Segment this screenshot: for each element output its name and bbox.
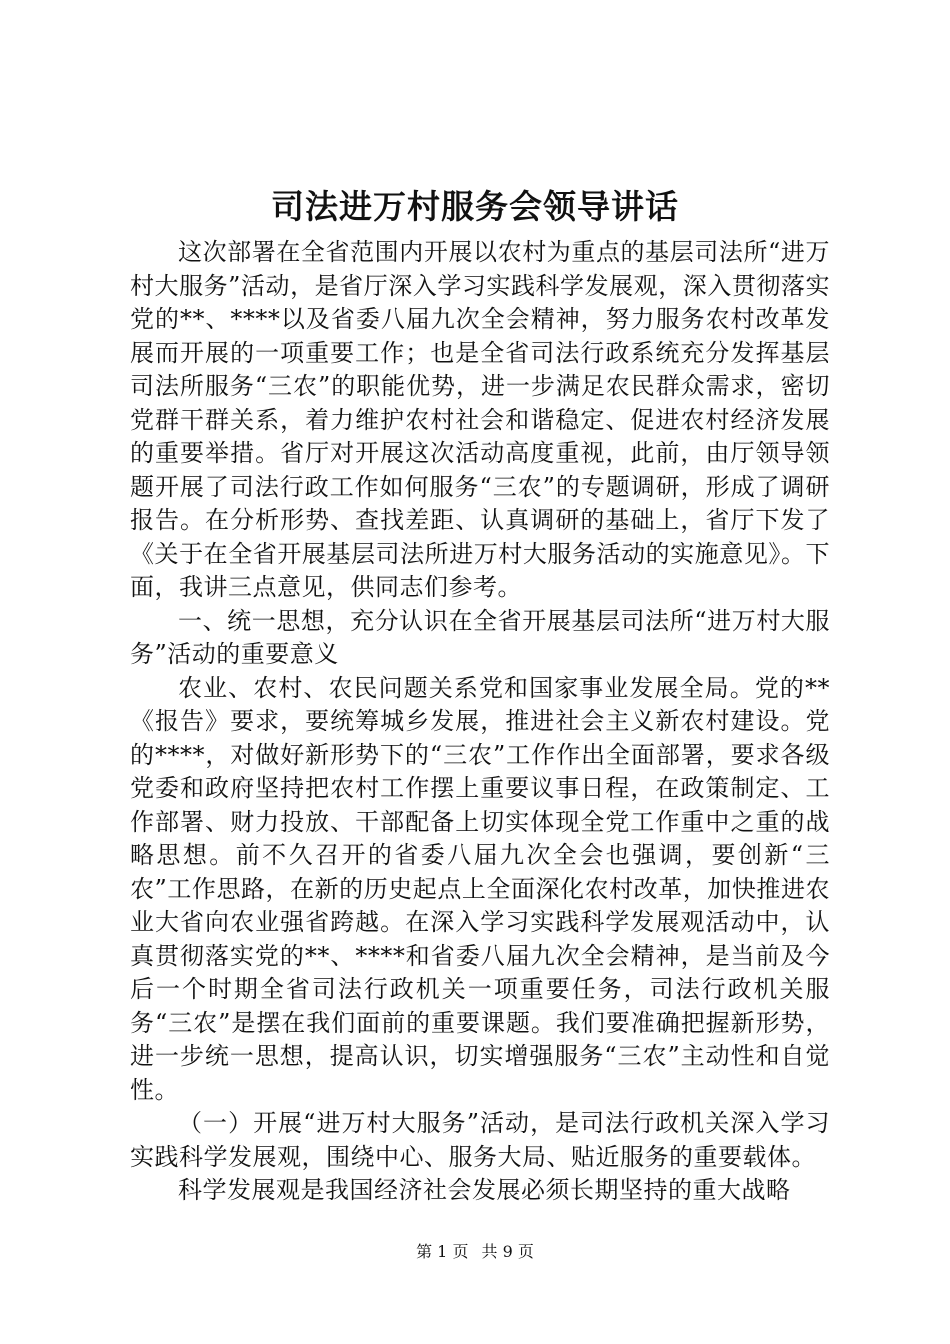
subsection-heading: （一）开展“进万村大服务”活动，是司法行政机关深入学习实践科学发展观，围绕中心、服务大局、贴近服务的重要载体。 bbox=[130, 1109, 830, 1171]
body-paragraph: 科学发展观是我国经济社会发展必须长期坚持的重大战略 bbox=[178, 1176, 791, 1204]
page-total: 共 9 页 bbox=[481, 1242, 534, 1261]
page-footer bbox=[0, 1240, 950, 1264]
page-number: 第 1 页 bbox=[416, 1242, 469, 1261]
section-heading: 一、统一思想，充分认识在全省开展基层司法所“进万村大服务”活动的重要意义 bbox=[130, 606, 830, 668]
body-paragraph: 这次部署在全省范围内开展以农村为重点的基层司法所“进万村大服务”活动，是省厅深入学习实践科学发展观，深入贯彻落实党的**、****以及省委八届九次全会精神，努力服务农村改革发展而开展的一项重要工作；也是全省司法行政系统充分发挥基层司法所服务“三农”的职能优势，进一步满足农民群众需求，密切党群干群关系，着力维护农村社会和谐稳定、促进农村经济发展的重要举措。省厅对开展这次活动高度重视，此前，由厅领导领题开展了司法行政工作如何服务“三农”的专题调研，形成了调研报告。在分析形势、查找差距、认真调研的基础上，省厅下发了《关于在全省开展基层司法所进万村大服务活动的实施意见》。下面，我讲三点意见，供同志们参考。 bbox=[130, 238, 830, 601]
document-title: 司法进万村服务会领导讲话 bbox=[271, 187, 679, 226]
document-body bbox=[130, 236, 830, 1208]
body-paragraph: 农业、农村、农民问题关系党和国家事业发展全局。党的**《报告》要求，要统筹城乡发展，推进社会主义新农村建设。党的****，对做好新形势下的“三农”工作作出全面部署，要求各级党委和政府坚持把农村工作摆上重要议事日程，在政策制定、工作部署、财力投放、干部配备上切实体现全党工作重中之重的战略思想。前不久召开的省委八届九次全会也强调，要创新“三农”工作思路，在新的历史起点上全面深化农村改革，加快推进农业大省向农业强省跨越。在深入学习实践科学发展观活动中，认真贯彻落实党的**、****和省委八届九次全会精神，是当前及今后一个时期全省司法行政机关一项重要任务，司法行政机关服务“三农”是摆在我们面前的重要课题。我们要准确把握新形势，进一步统一思想，提高认识，切实增强服务“三农”主动性和自觉性。 bbox=[130, 673, 830, 1104]
